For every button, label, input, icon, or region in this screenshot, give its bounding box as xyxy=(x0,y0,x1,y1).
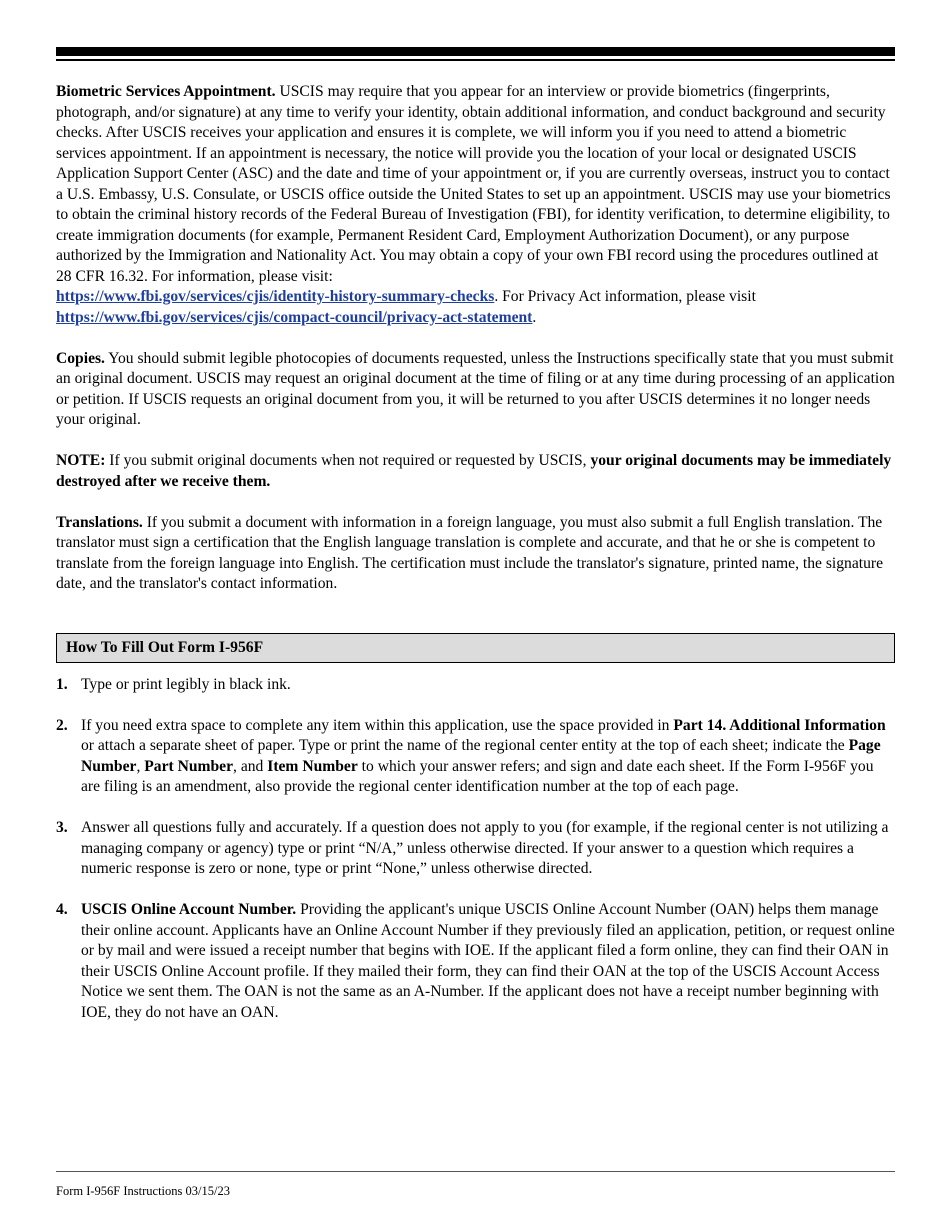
item-number: 2. xyxy=(56,716,68,734)
biometrics-end-text: . xyxy=(532,308,537,326)
item-number: 4. xyxy=(56,901,68,918)
translations-text: If you submit a document with information in a foreign language, you must also submit a full English translation. The translator must sign a certification that the English language translation is complete and accurate, and that he or she is competent to translate from the foreign language into English. The certification must include the translator's signature, printed name, the signature date, and the translator's contact information. xyxy=(56,513,884,592)
item-text: Type or print legibly in black ink. xyxy=(81,675,291,693)
section-header-how-to-fill-out xyxy=(56,633,895,663)
item-text: Providing the applicant's unique USCIS Online Account Number (OAN) helps them manage their online account. Applicants have an Online Account Number if they previously filed an application, petition, or request online or by mail and were issued a receipt number that begins with IOE. If the applicant filed a form online, they can find their OAN in their USCIS Online Account profile. If they mailed their form, they can find their OAN at the top of the USCIS Account Access Notice we sent them. The OAN is not the same as an A-Number. If the applicant does not have a receipt number beginning with IOE, they do not have an OAN. xyxy=(81,901,895,1021)
item-number: 1. xyxy=(56,675,68,693)
item-text: If you need extra space to complete any item within this application, use the space provided in xyxy=(81,716,674,734)
document-page xyxy=(56,0,895,1230)
note-text: If you submit original documents when not required or requested by USCIS, xyxy=(105,452,591,469)
copies-paragraph xyxy=(56,349,895,431)
footer-form-id: Form I-956F Instructions 03/15/23 xyxy=(56,1184,230,1198)
note-paragraph xyxy=(56,451,895,492)
copies-text: You should submit legible photocopies of documents requested, unless the Instructions specifically state that you must submit an original document. USCIS may request an original document at the time of filing or at any time during processing of an application or petition. If USCIS requests an original document from you, it will be returned to you after USCIS determines it no longer needs your original. xyxy=(56,349,895,428)
header-thick-rule xyxy=(56,47,895,56)
item-text: , and xyxy=(233,757,268,775)
biometrics-heading: Biometric Services Appointment. xyxy=(56,83,276,100)
list-item xyxy=(56,675,895,696)
section-title: How To Fill Out Form I-956F xyxy=(66,638,264,656)
item-number: 3. xyxy=(56,819,68,836)
list-item xyxy=(56,900,895,1023)
note-heading: NOTE: xyxy=(56,452,106,469)
instruction-list xyxy=(56,675,895,1024)
translations-paragraph xyxy=(56,513,895,595)
list-item xyxy=(56,716,895,798)
item-text: , xyxy=(136,757,145,775)
fbi-identity-history-link[interactable]: https://www.fbi.gov/services/cjis/identity-history-summary-checks xyxy=(56,288,495,305)
header-thin-rule xyxy=(56,59,895,61)
item-text: to which your answer refers; and sign and date each sheet. If the Form I-956F you are filing is an amendment, also provide the regional center identification number at the top of each page. xyxy=(81,757,874,795)
document-body xyxy=(56,82,895,1044)
biometrics-mid-text: . For Privacy Act information, please visit xyxy=(494,288,756,305)
translations-heading: Translations. xyxy=(56,513,143,531)
item-bold-text: Part Number xyxy=(144,757,234,775)
biometrics-paragraph xyxy=(56,82,895,328)
item-bold-text: Page Number xyxy=(81,737,881,775)
list-item xyxy=(56,818,895,880)
item-heading: USCIS Online Account Number. xyxy=(81,901,297,918)
biometrics-text: USCIS may require that you appear for an interview or provide biometrics (fingerprints, photograph, and/or signature) at any time to verify your identity, obtain additional information, and conduct background and security checks. After USCIS receives your application and ensures it is complete, we will inform you if you need to attend a biometric services appointment. If an appointment is necessary, the notice will provide you the location of your local or designated USCIS Application Support Center (ASC) and the date and time of your appointment or, if you are currently overseas, instruct you to contact a U.S. Embassy, U.S. Consulate, or USCIS office outside the United States to set up an appointment. USCIS may use your biometrics to obtain the criminal history records of the Federal Bureau of Investigation (FBI), for identity verification, to determine eligibility, to create immigration documents (for example, Permanent Resident Card, Employment Authorization Document), or any purpose authorized by the Immigration and Nationality Act. You may obtain a copy of your own FBI record using the procedures outlined at 28 CFR 16.32. For information, please visit: xyxy=(56,83,891,285)
item-bold-text: Part 14. Additional Information xyxy=(673,716,886,734)
note-bold-text: your original documents may be immediately destroyed after we receive them. xyxy=(56,452,892,490)
item-text: or attach a separate sheet of paper. Type or print the name of the regional center entity at the top of each sheet; indicate the xyxy=(81,737,849,754)
footer-rule xyxy=(56,1171,895,1172)
item-text: Answer all questions fully and accurately. If a question does not apply to you (for example, if the regional center is not utilizing a managing company or agency) type or print “N/A,” unless otherwise directed. If your answer to a question which requires a numeric response is zero or none, type or print “None,” unless otherwise directed. xyxy=(81,819,889,877)
item-bold-text: Item Number xyxy=(267,757,358,775)
fbi-privacy-act-link[interactable]: https://www.fbi.gov/services/cjis/compact-council/privacy-act-statement xyxy=(56,308,533,326)
copies-heading: Copies. xyxy=(56,349,105,367)
